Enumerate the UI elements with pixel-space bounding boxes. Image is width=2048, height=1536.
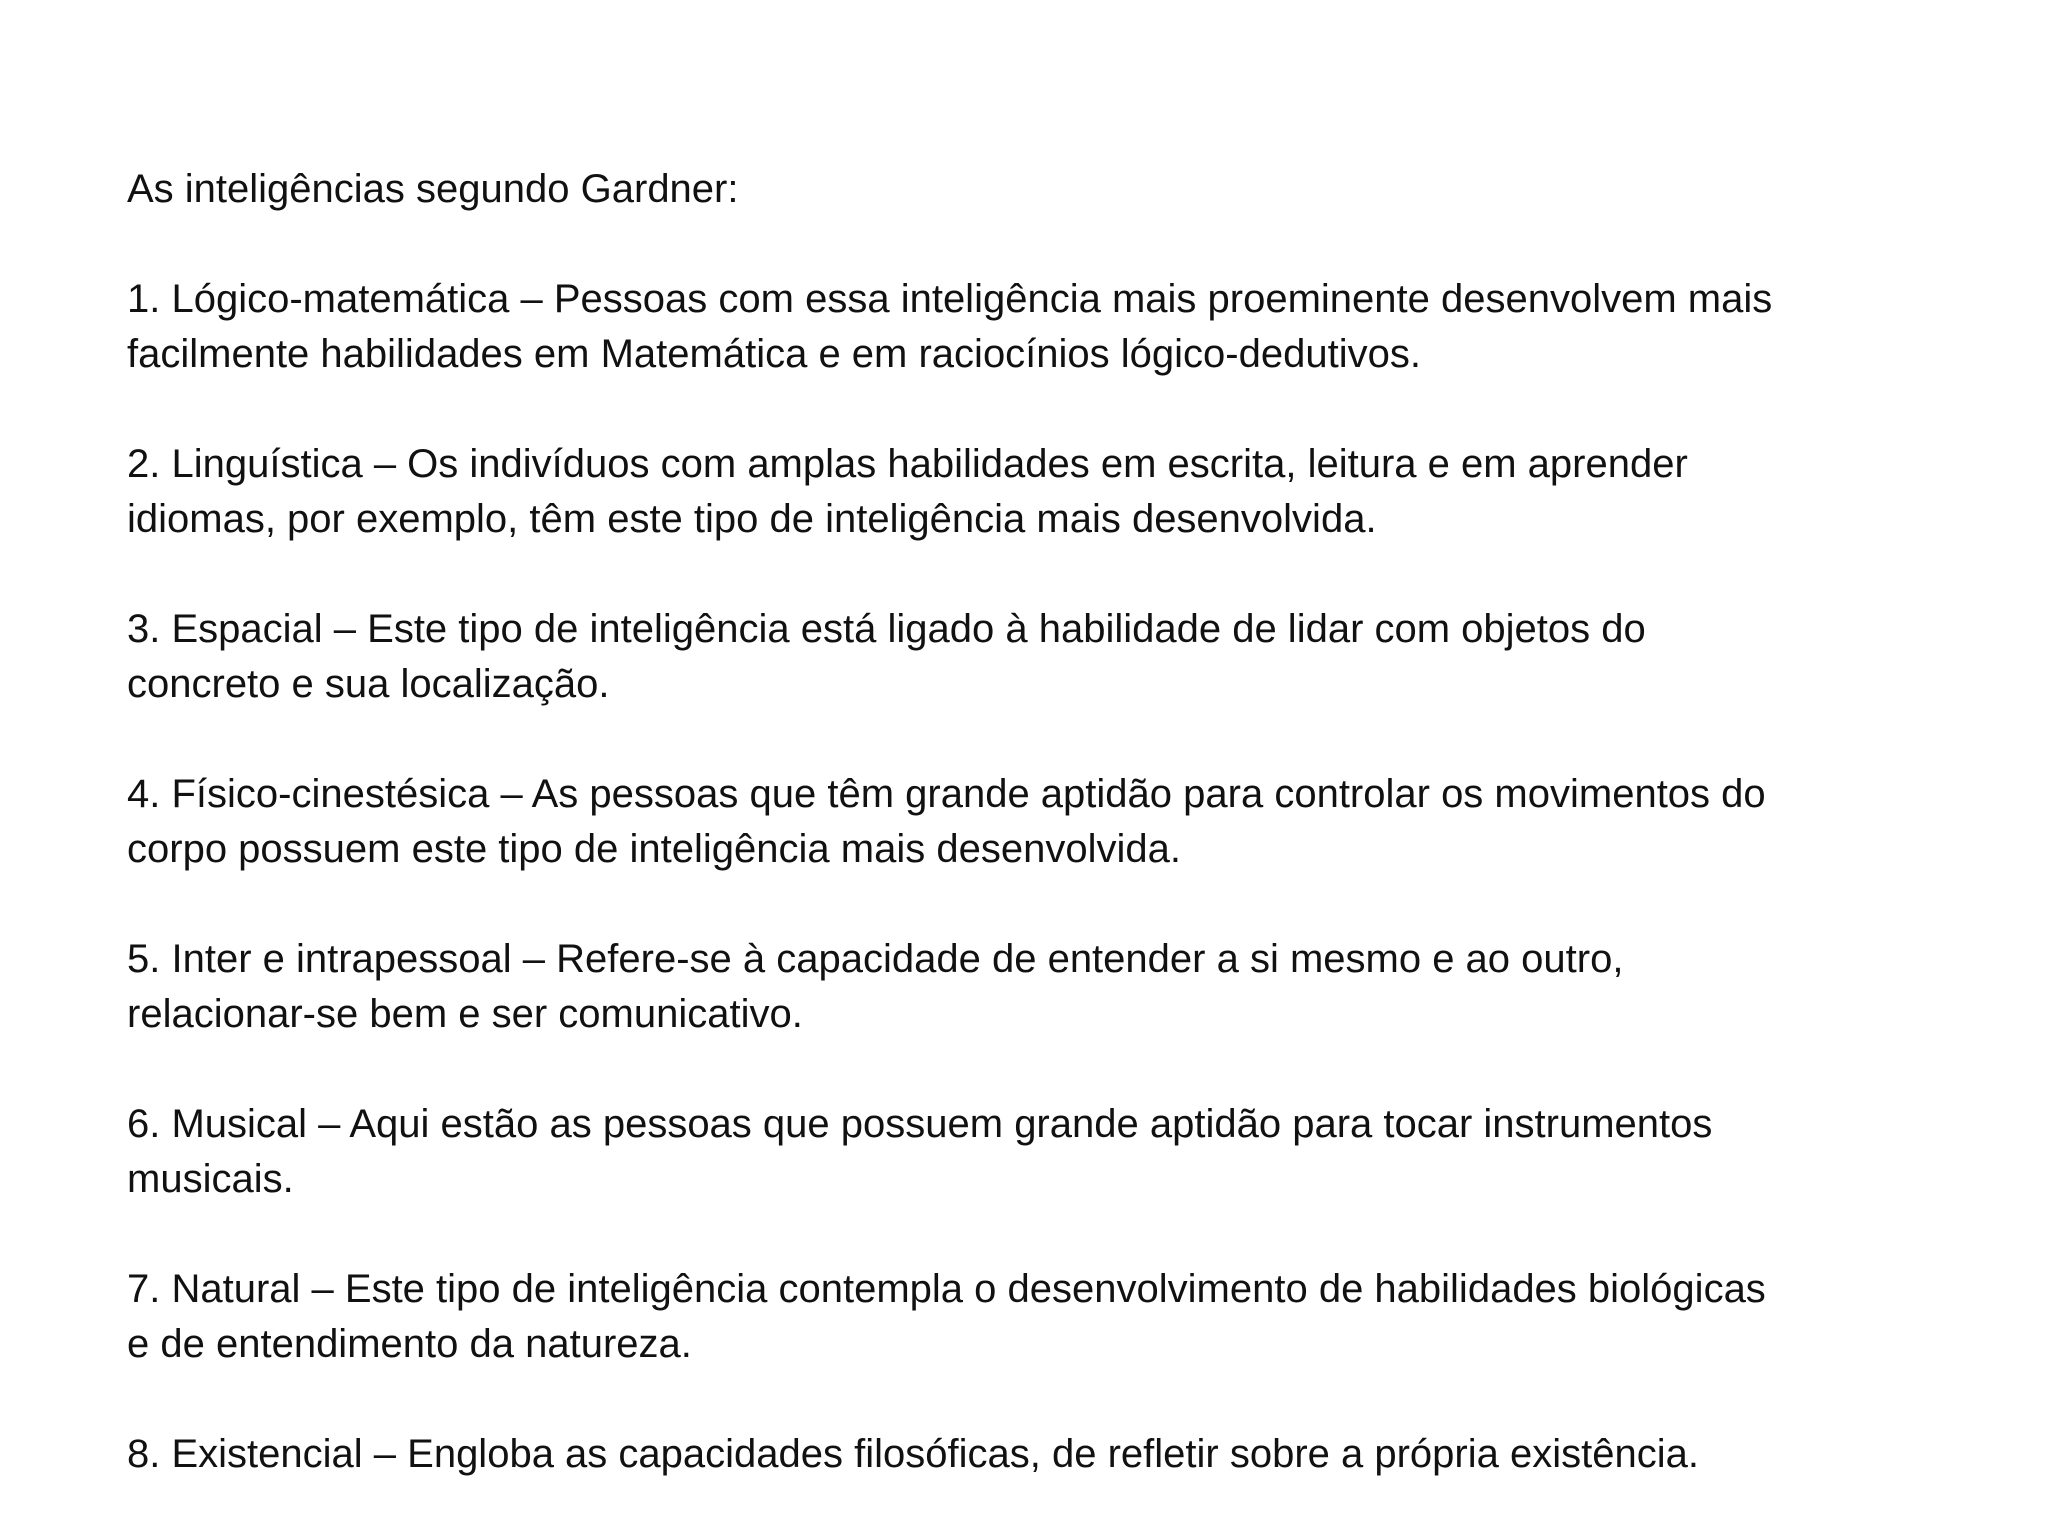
list-item-line: relacionar-se bem e ser comunicativo.: [127, 992, 803, 1036]
slide-content: [127, 162, 1947, 1482]
list-item-line: 7. Natural – Este tipo de inteligência contempla o desenvolvimento de habilidades biológicas: [127, 1267, 1766, 1311]
list-item-line: 1. Lógico-matemática – Pessoas com essa inteligência mais proeminente desenvolvem mais: [127, 277, 1773, 321]
list-item-line: 6. Musical – Aqui estão as pessoas que possuem grande aptidão para tocar instrumentos: [127, 1102, 1713, 1146]
list-item: [127, 1427, 1947, 1482]
list-item: [127, 437, 1947, 547]
list-item-line: musicais.: [127, 1157, 294, 1201]
list-item-line: 5. Inter e intrapessoal – Refere-se à capacidade de entender a si mesmo e ao outro,: [127, 937, 1624, 981]
list-item-line: 8. Existencial – Engloba as capacidades filosóficas, de refletir sobre a própria existência.: [127, 1432, 1699, 1476]
list-item-line: 2. Linguística – Os indivíduos com amplas habilidades em escrita, leitura e em aprender: [127, 442, 1688, 486]
list-item: [127, 272, 1947, 382]
list-item-line: 3. Espacial – Este tipo de inteligência está ligado à habilidade de lidar com objetos do: [127, 607, 1646, 651]
list-item: [127, 932, 1947, 1042]
list-item: [127, 1097, 1947, 1207]
list-item: [127, 767, 1947, 877]
list-item: [127, 1262, 1947, 1372]
list-item-line: facilmente habilidades em Matemática e em raciocínios lógico-dedutivos.: [127, 332, 1421, 376]
list-item-line: idiomas, por exemplo, têm este tipo de inteligência mais desenvolvida.: [127, 497, 1377, 541]
list-item: [127, 602, 1947, 712]
list-item-line: concreto e sua localização.: [127, 662, 610, 706]
slide-heading: As inteligências segundo Gardner:: [127, 167, 739, 211]
list-item-line: e de entendimento da natureza.: [127, 1322, 692, 1366]
list-item-line: 4. Físico-cinestésica – As pessoas que têm grande aptidão para controlar os movimentos do: [127, 772, 1766, 816]
list-item-line: corpo possuem este tipo de inteligência mais desenvolvida.: [127, 827, 1181, 871]
